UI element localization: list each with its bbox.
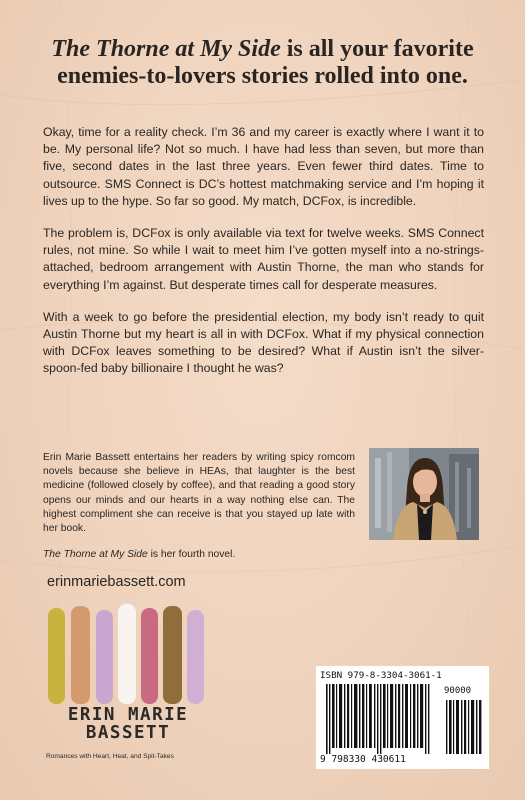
logo-bar-4 xyxy=(118,604,136,704)
headline-text-line2: enemies-to-lovers stories rolled into one. xyxy=(57,63,468,89)
blurb-paragraph-1: Okay, time for a reality check. I’m 36 and my career is exactly where I want it to be. My personal life? Not so much. I have had less than seven, but more than five, second dates in the last three years. Even fewer third dates. Time to outsource. SMS Connect is DC’s hottest matchmaking service and I’m hoping it lives up to the hype. So far so good. My match, DCFox, is incredible. xyxy=(43,125,484,208)
logo-bar-1 xyxy=(48,608,65,704)
book-blurb xyxy=(43,124,484,393)
author-photo xyxy=(369,448,479,540)
logo-bar-2 xyxy=(71,606,90,704)
bio-paragraph: Erin Marie Bassett entertains her readers by writing spicy romcom novels because she believe in HEAs, that laughter is the best medicine (followed closely by coffee), and that reading a good story opens our minds and our hearts in a way nothing else can. The highest compliment she can receive is that you stayed up late with her book. xyxy=(43,452,355,535)
headline xyxy=(20,36,505,90)
logo-bar-3 xyxy=(96,610,113,704)
logo-author-name xyxy=(42,706,214,742)
bio-novel-title: The Thorne at My Side xyxy=(43,549,148,561)
author-logo-bars xyxy=(46,604,208,706)
headline-text-line1: is all your favorite xyxy=(280,36,474,62)
bio-novel-line xyxy=(43,548,355,562)
author-bio xyxy=(43,451,355,574)
logo-bar-5 xyxy=(141,608,158,704)
isbn-barcode xyxy=(316,666,489,769)
logo-bar-6 xyxy=(163,606,182,704)
logo-name-line2: BASSETT xyxy=(85,723,171,743)
headline-book-title: The Thorne at My Side xyxy=(51,36,281,62)
author-website: erinmariebassett.com xyxy=(47,574,186,590)
blurb-paragraph-3: With a week to go before the presidential election, my body isn’t ready to quit Austin Thorne but my heart is all in with DCFox. What if my physical connection with DCFox leaves something to be desired? What if Austin isn’t the silver-spoon-fed baby billionaire I thought he was? xyxy=(43,309,484,376)
bio-novel-rest: is her fourth novel. xyxy=(147,549,236,561)
isbn-number: ISBN 979-8-3304-3061-1 xyxy=(320,670,442,681)
blurb-paragraph-2: The problem is, DCFox is only available via text for twelve weeks. SMS Connect rules, not mine. So while I wait to meet him I’ve gotten myself into a no-strings-attached, bedroom arrangement with Austin Thorne, the man who stands for everything I’m against. But desperate times call for desperate measures. xyxy=(43,226,484,292)
logo-bar-7 xyxy=(187,610,204,704)
barcode-digits: 9 798330 430611 xyxy=(320,754,406,765)
logo-tagline: Romances with Heart, Heat, and Spit-Takes xyxy=(46,753,174,760)
price-code: 90000 xyxy=(444,686,472,696)
logo-name-line1: ERIN MARIE xyxy=(67,705,189,725)
